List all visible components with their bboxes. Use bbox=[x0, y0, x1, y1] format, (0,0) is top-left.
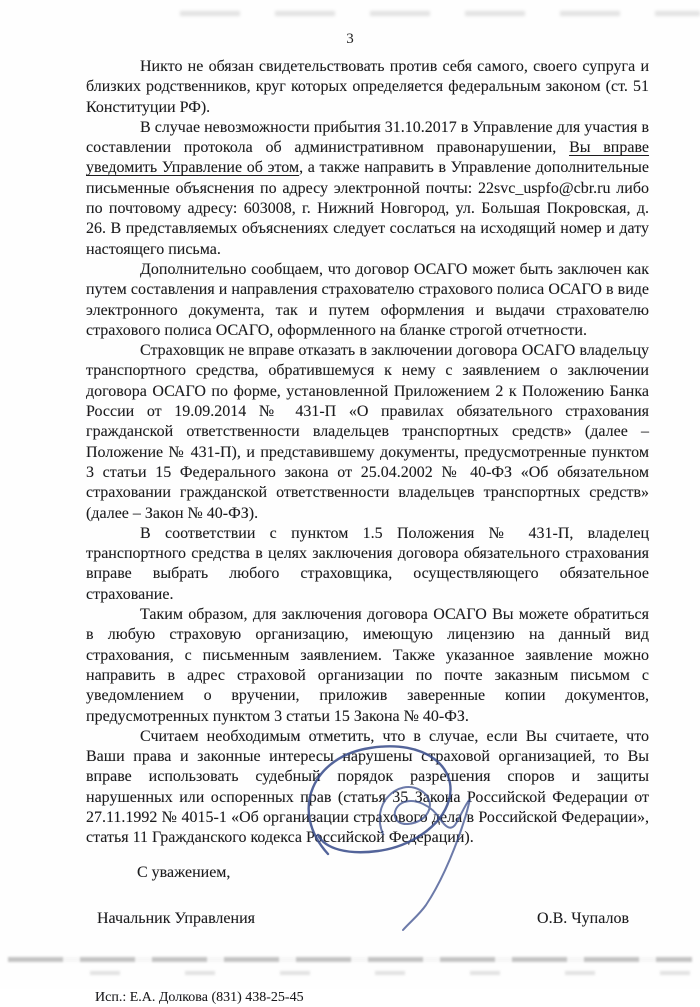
paragraph-protocol-notice bbox=[86, 118, 649, 260]
paragraph-immunity: Никто не обязан свидетельствовать против себя самого, своего супруга и близких родственников, круг которых определяется федеральным законом (ст. 51 Конституции РФ). bbox=[86, 58, 649, 116]
letter-body bbox=[86, 57, 649, 849]
scan-artifact-bottom-faint bbox=[90, 971, 690, 975]
letter-content bbox=[86, 0, 649, 1007]
underlined-right-to-notify: Вы вправе уведомить Управление об этом bbox=[86, 139, 650, 177]
paragraph-application-procedure: Таким образом, для заключения договора ОСАГО Вы можете обратиться в любую страховую организацию, имеющую лицензию на данный вид страхования, с письменным заявлением. Также указанное заявление можно направить в адрес страховой организации по почте заказным письмом с уведомлением о вручении, приложив заверенные копии документов, предусмотренных пунктом 3 статьи 15 Закона № 40-ФЗ. bbox=[86, 606, 649, 725]
scan-artifact-bottom bbox=[8, 957, 692, 962]
signatory-name: О.В. Чупалов bbox=[537, 909, 629, 927]
paragraph-choice-of-insurer: В соответствии с пунктом 1.5 Положения № 431-П, владелец транспортного средства в целях заключения договора обязательного страхования вправе выбрать любого страховщика, осуществляющего обязательное страхование. bbox=[86, 524, 649, 603]
closing-salutation: С уважением, bbox=[137, 863, 231, 881]
signatory-position: Начальник Управления bbox=[97, 909, 255, 927]
paragraph-insurer-obligation: Страховщик не вправе отказать в заключении договора ОСАГО владельцу транспортного средства, обратившемуся к нему с заявлением о заключении договора ОСАГО по форме, установленной Приложением 2 к Положению Банка России от 19.09.2014 № 431-П «О правилах обязательного страхования гражданской ответственности владельцев транспортных средств» (далее – Положение № 431-П), и представившему документы, предусмотренные пунктом 3 статьи 15 Федерального закона от 25.04.2002 № 40-ФЗ «Об обязательном страховании гражданской ответственности владельцев транспортных средств» (далее – Закон № 40-ФЗ). bbox=[86, 342, 649, 522]
executor-info: Исп.: Е.А. Долкова (831) 438-25-45 bbox=[95, 989, 304, 1005]
paragraph-protocol-notice-start: В случае невозможности прибытия 31.10.2017 в Управление для участия в составлении протокола об административном правонарушении, bbox=[86, 118, 649, 157]
signature-row bbox=[86, 909, 649, 929]
page-number: 3 bbox=[346, 31, 354, 47]
paragraph-osago-policy-forms: Дополнительно сообщаем, что договор ОСАГО может быть заключен как путем составления и направления страхователю страхового полиса ОСАГО в виде электронного документа, так и путем оформления и выдачи страхователю страхового полиса ОСАГО, оформленного на бланке строгой отчетности. bbox=[86, 260, 649, 339]
paragraph-judicial-remedies: Считаем необходимым отметить, что в случае, если Вы считаете, что Ваши права и законные интересы нарушены страховой организацией, то Вы вправе использовать судебный порядок разрешения споров и защиты нарушенных или оспоренных прав (статья 35 Закона Российской Федерации от 27.11.1992 № 4015-1 «Об организации страхового дела в Российской Федерации», статья 11 Гражданского кодекса Российской Федерации). bbox=[86, 727, 649, 847]
paragraph-protocol-notice-end: , а также направить в Управление дополнительные письменные объяснения по адресу электронной почты: 22svc_uspfo@cbr.ru либо по почтовому адресу: 603008, г. Нижний Новгород, ул. Большая Покровская, д. 26. В представляемых объяснениях следует сослаться на исходящий номер и дату настоящего письма. bbox=[86, 159, 650, 258]
